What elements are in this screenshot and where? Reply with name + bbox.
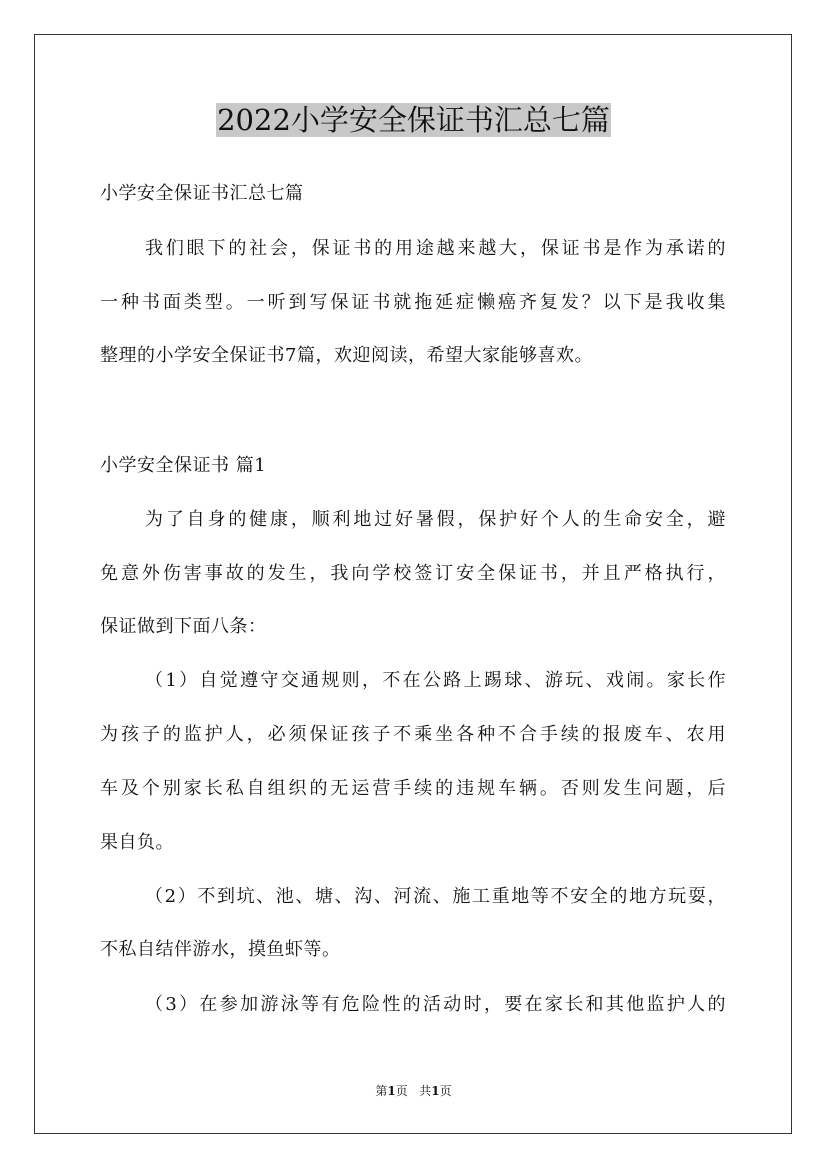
section-line-3: 保证做到下面八条： — [100, 616, 267, 637]
item1-line-2: 为孩子的监护人，必须保证孩子不乘坐各种不合手续的报废车、农用 — [100, 724, 726, 745]
item3-line-1: （3）在参加游泳等有危险性的活动时，要在家长和其他监护人的 — [145, 994, 726, 1015]
item2-line-1: （2）不到坑、池、塘、沟、河流、施工重地等不安全的地方玩耍， — [145, 886, 726, 907]
section-line-1: 为了自身的健康，顺利地过好暑假，保护好个人的生命安全，避 — [145, 509, 726, 530]
intro-line-1: 我们眼下的社会，保证书的用途越来越大，保证书是作为承诺的 — [145, 238, 726, 259]
item1-line-3: 车及个别家长私自组织的无运营手续的违规车辆。否则发生问题，后 — [100, 778, 726, 799]
item2-line-2: 不私自结伴游水，摸鱼虾等。 — [100, 939, 341, 960]
intro-line-2: 一种书面类型。一听到写保证书就拖延症懒癌齐复发？以下是我收集 — [100, 292, 726, 313]
footer-total-pages: 1 — [431, 1084, 440, 1098]
footer-total-suffix: 页 — [439, 1084, 452, 1098]
document-subtitle: 小学安全保证书汇总七篇 — [100, 183, 304, 204]
section-heading: 小学安全保证书 篇1 — [100, 455, 267, 476]
document-title — [0, 100, 827, 140]
page-footer — [0, 1083, 827, 1099]
item1-line-1: （1）自觉遵守交通规则，不在公路上踢球、游玩、戏闹。家长作 — [145, 670, 726, 691]
footer-page-suffix: 页 — [395, 1084, 408, 1098]
document-title-text: 2022小学安全保证书汇总七篇 — [217, 103, 610, 137]
intro-line-3: 整理的小学安全保证书7篇，欢迎阅读，希望大家能够喜欢。 — [100, 345, 593, 366]
item1-line-4: 果自负。 — [100, 832, 174, 853]
footer-page-current: 1 — [387, 1084, 396, 1098]
footer-total-prefix: 共 — [419, 1084, 432, 1098]
footer-page-prefix: 第 — [375, 1084, 388, 1098]
section-line-2: 免意外伤害事故的发生，我向学校签订安全保证书，并且严格执行， — [100, 563, 726, 584]
